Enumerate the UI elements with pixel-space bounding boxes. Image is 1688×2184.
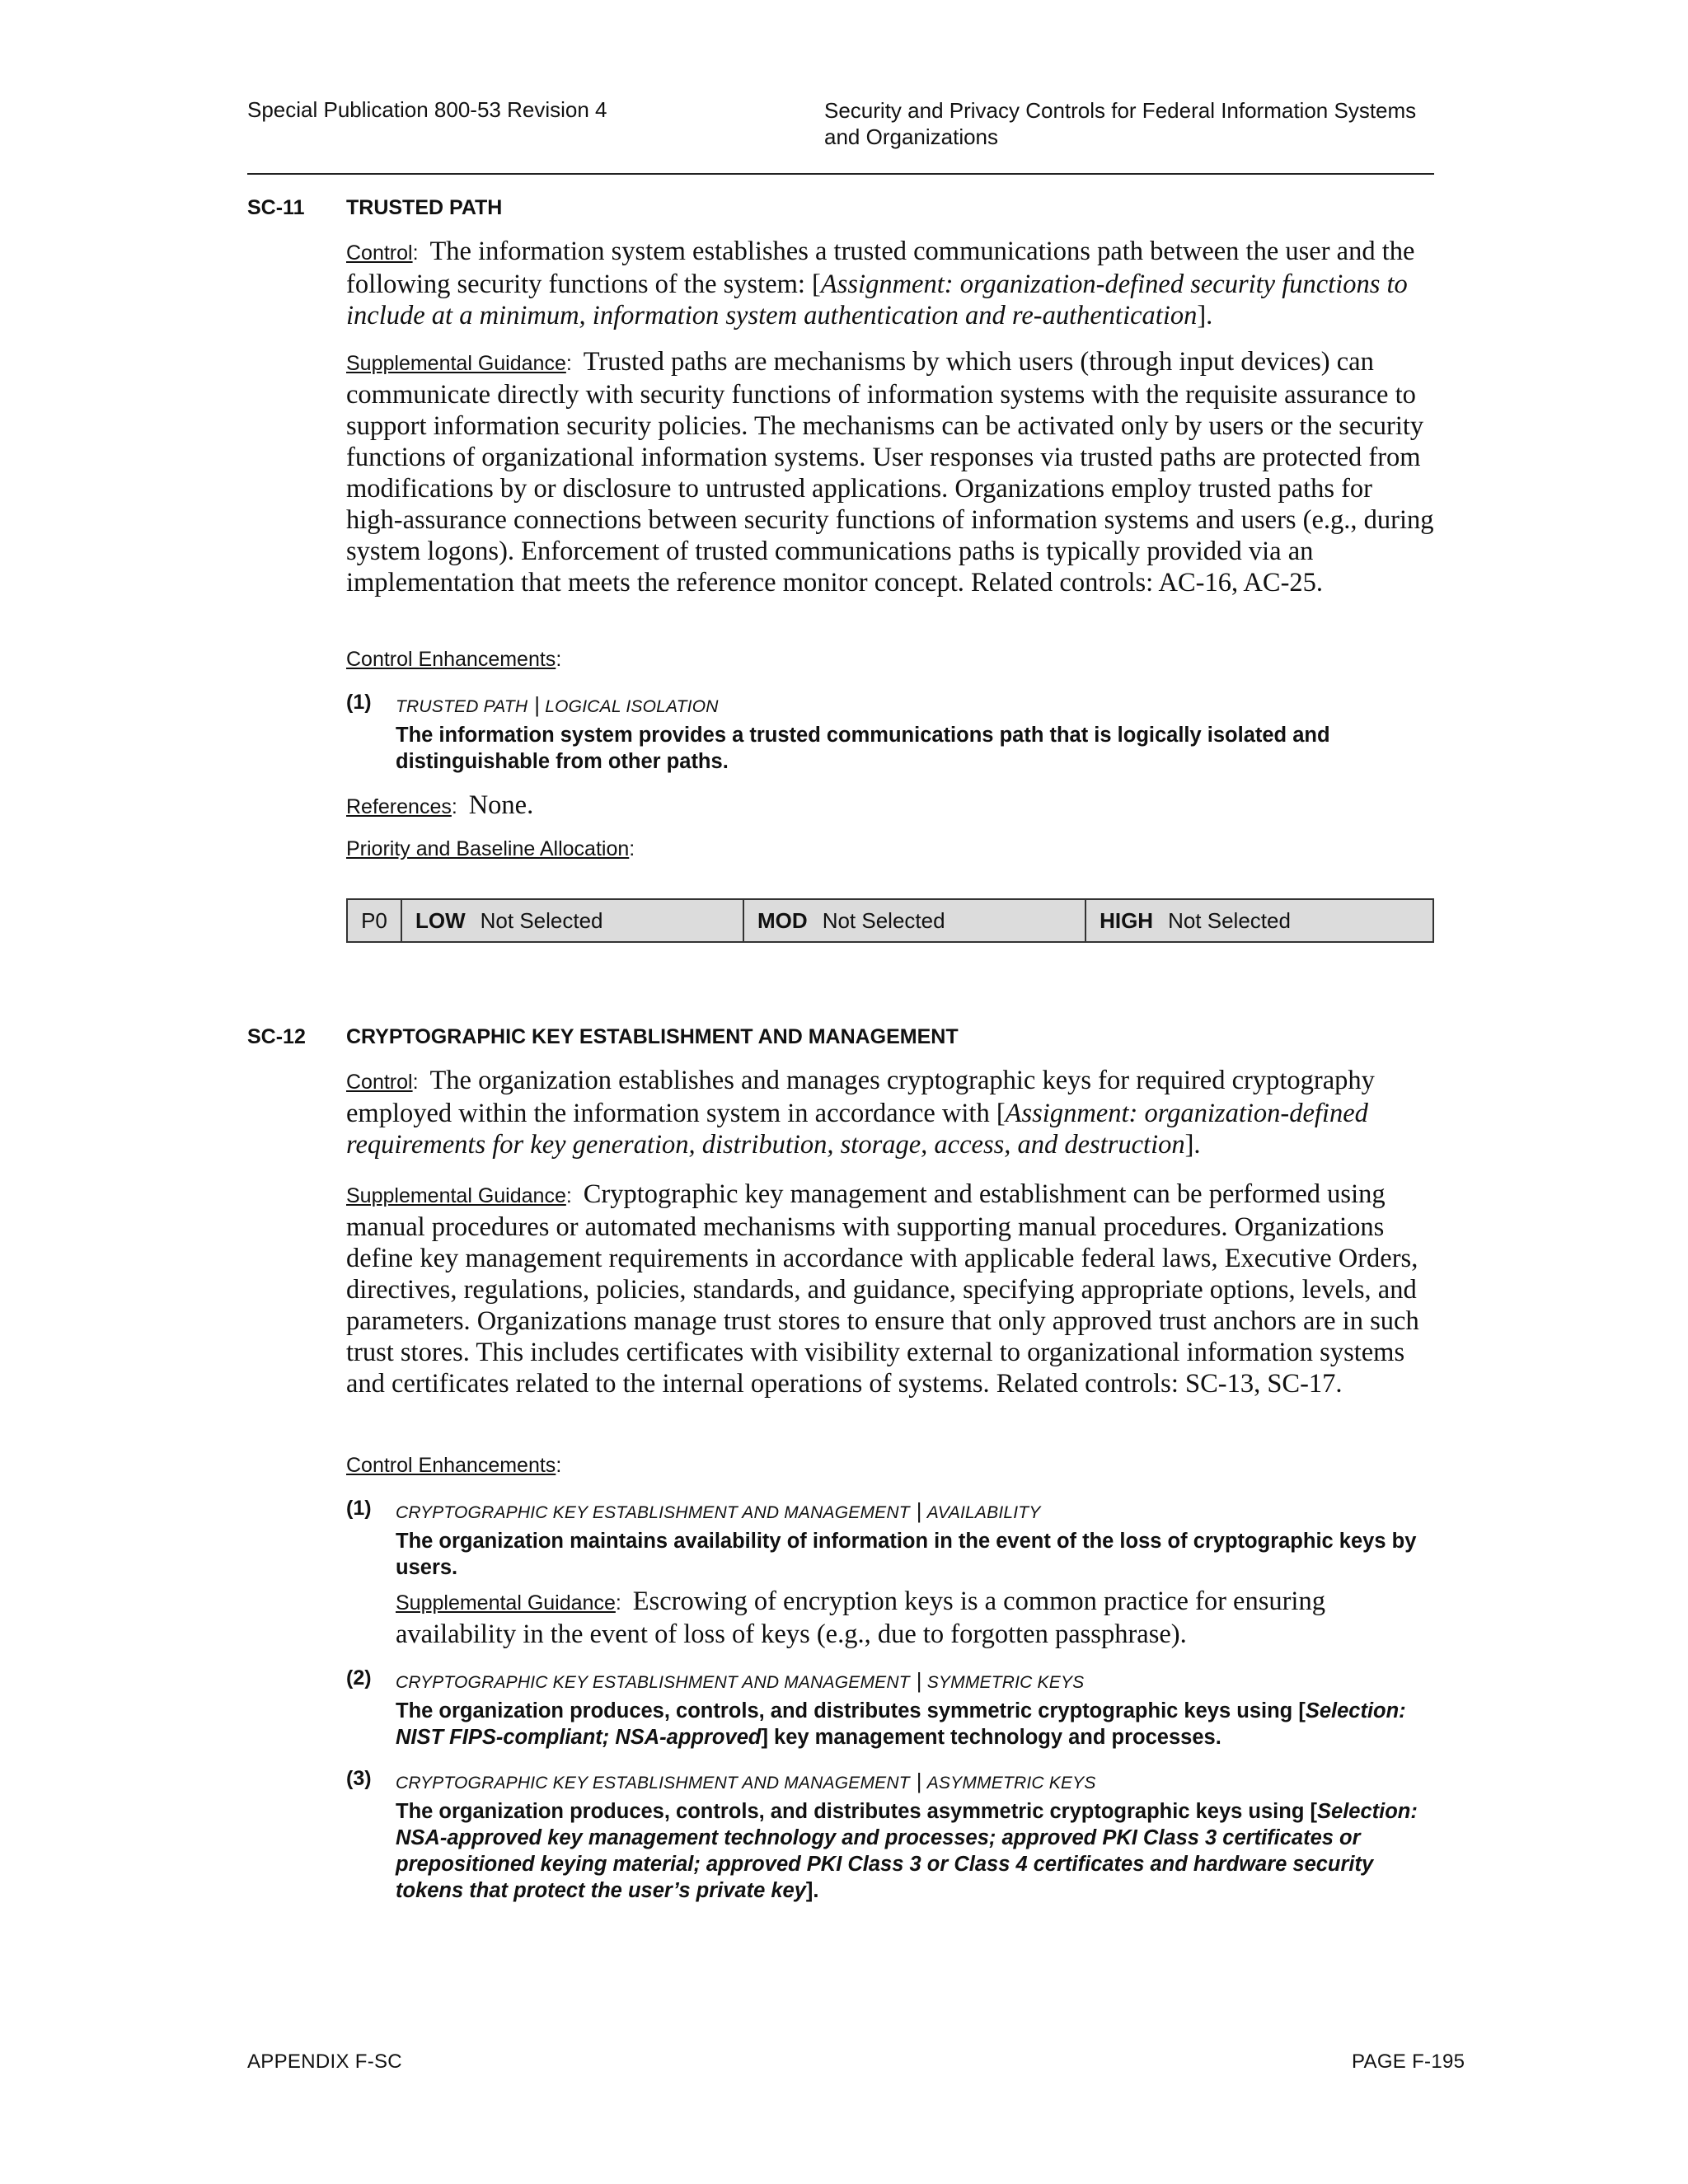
sc12-enh2-body-a: The organization produces, controls, and distributes symmetric cryptographic keys using [ <box>396 1699 1306 1722</box>
sc12-enh3-number: (3) <box>346 1767 372 1790</box>
high-label: HIGH <box>1100 907 1154 933</box>
sc12-enh3-selection: Selection: NSA-approved key management technology and processes; approved PKI Class 3 certificates or prepositioned keying material; approved PKI Class 3 or Class 4 certificates and hardware security tokens that protect the user’s private key <box>396 1800 1418 1902</box>
sc11-supplemental: Supplemental Guidance: Trusted paths are mechanisms by which users (through input devices) can communicate directly with security functions of information systems with the requisite assurance to support information security policies. The mechanisms can be activated only by users or the security functions of organizational information systems. User responses via trusted paths are protected from modifications by or disclosure to untrusted applications. Organizations employ trusted paths for high-assurance connections between security functions of information systems and users (e.g., during system logons). Enforcement of trusted communications paths is typically provided via an implementation that meets the reference monitor concept. Related controls: AC-16, AC-25. <box>346 347 1434 598</box>
low-value: Not Selected <box>480 907 603 933</box>
sc11-enh1-heading: TRUSTED PATH | LOGICAL ISOLATION <box>396 692 719 717</box>
high-value: Not Selected <box>1168 907 1291 933</box>
sc12-enh3-heading: CRYPTOGRAPHIC KEY ESTABLISHMENT AND MANAGEMENT | ASYMMETRIC KEYS <box>396 1769 1096 1793</box>
sc11-title: TRUSTED PATH <box>346 196 503 219</box>
sc12-control-label: Control <box>346 1071 413 1094</box>
sc12-enh1-supplemental: Supplemental Guidance: Escrowing of encryption keys is a common practice for ensuring availability in the event of loss of keys (e.g., due to forgotten passphrase). <box>396 1586 1325 1649</box>
sc11-control-end: ]. <box>1197 301 1213 330</box>
sc12-control-end: ]. <box>1184 1130 1201 1160</box>
footer-page-number: PAGE F-195 <box>1352 2050 1465 2073</box>
sc12-enh1-supp-label: Supplemental Guidance <box>396 1591 616 1615</box>
sc11-enh1-heading-a: TRUSTED PATH <box>396 697 528 716</box>
sc12-id: SC-12 <box>247 1025 306 1048</box>
footer-left: APPENDIX F-SC <box>247 2050 402 2073</box>
priority-cell: P0 <box>347 899 401 942</box>
sc12-enh2-body-b: ] key management technology and processes. <box>761 1726 1221 1749</box>
sc11-enh-label: Control Enhancements <box>346 648 556 671</box>
header-left: Special Publication 800-53 Revision 4 <box>247 97 607 122</box>
sc12-enh-heading: Control Enhancements: <box>346 1454 562 1477</box>
low-label: LOW <box>415 907 466 933</box>
high-baseline-cell <box>1085 899 1433 942</box>
sc12-enh1-heading-a: CRYPTOGRAPHIC KEY ESTABLISHMENT AND MANAGEMENT <box>396 1503 910 1522</box>
header-right: Security and Privacy Controls for Federal Information Systems and Organizations <box>824 98 1417 149</box>
sc12-enh2-selection: Selection: NIST FIPS-compliant; NSA-approved <box>396 1699 1406 1749</box>
mod-value: Not Selected <box>822 907 945 933</box>
sc12-control-assignment: Assignment: organization-defined requirements for key generation, distribution, storage, access, and destruction <box>346 1099 1368 1160</box>
sc11-enh1-number: (1) <box>346 691 372 714</box>
sc11-enh-heading: Control Enhancements: <box>346 648 562 671</box>
sc12-enh1-number: (1) <box>346 1497 372 1520</box>
sc11-control-assignment: Assignment: organization-defined security functions to include at a minimum, information system authentication and re-authentication <box>346 269 1408 330</box>
sc11-ref-text: None. <box>468 790 534 820</box>
header-divider <box>247 173 1434 175</box>
mod-baseline-cell <box>743 899 1085 942</box>
sc12-supp-label: Supplemental Guidance <box>346 1184 566 1207</box>
sc12-enh3-heading-b: ASYMMETRIC KEYS <box>926 1774 1096 1793</box>
sc12-enh-label: Control Enhancements <box>346 1454 556 1477</box>
sc11-control: Control: The information system establishes a trusted communications path between the user and the following security functions of the system: [Assignment: organization-defined security functions to include at a minimum, information system authentication and re-authentication]. <box>346 237 1415 330</box>
sc11-supp-text: Trusted paths are mechanisms by which users (through input devices) can communicate directly with security functions of information systems with the requisite assurance to support information security policies. The mechanisms can be activated only by users or the security functions of organizational information systems. User responses via trusted paths are protected from modifications by or disclosure to untrusted applications. Organizations employ trusted paths for high-assurance connections between security functions of information systems and users (e.g., during system logons). Enforcement of trusted communications paths is typically provided via an implementation that meets the reference monitor concept. Related controls: AC-16, AC-25. <box>346 347 1434 598</box>
sc11-ref-label: References <box>346 795 452 818</box>
sc11-id: SC-11 <box>247 196 305 219</box>
priority-baseline-table <box>346 898 1434 943</box>
sc11-supp-label: Supplemental Guidance <box>346 352 566 375</box>
sc11-priority-heading: Priority and Baseline Allocation: <box>346 837 635 860</box>
sc12-enh1-body: The organization maintains availability of information in the event of the loss of cryptographic keys by users. <box>396 1530 1417 1579</box>
sc12-enh2-number: (2) <box>346 1666 372 1690</box>
sc12-enh3-heading-a: CRYPTOGRAPHIC KEY ESTABLISHMENT AND MANAGEMENT <box>396 1774 910 1793</box>
sc12-enh3-body-a: The organization produces, controls, and distributes asymmetric cryptographic keys using [ <box>396 1800 1317 1823</box>
sc12-control: Control: The organization establishes and manages cryptographic keys for required cryptography employed within the information system in accordance with [Assignment: organization-defined requirements for key generation, distribution, storage, access, and destruction]. <box>346 1066 1375 1160</box>
sc12-enh3-body <box>396 1798 1436 1904</box>
sc12-enh1-supp-text: Escrowing of encryption keys is a common practice for ensuring availability in the event of loss of keys (e.g., due to forgotten passphrase). <box>396 1586 1325 1649</box>
sc12-enh2-heading: CRYPTOGRAPHIC KEY ESTABLISHMENT AND MANAGEMENT | SYMMETRIC KEYS <box>396 1668 1085 1693</box>
sc12-enh2-heading-a: CRYPTOGRAPHIC KEY ESTABLISHMENT AND MANAGEMENT <box>396 1673 910 1692</box>
mod-label: MOD <box>757 907 808 933</box>
sc12-enh2-body <box>396 1698 1436 1750</box>
sc11-enh1-body: The information system provides a trusted communications path that is logically isolated and distinguishable from other paths. <box>396 724 1330 773</box>
priority-row <box>347 899 1433 942</box>
sc12-enh3-body-b: ]. <box>805 1879 819 1902</box>
sc11-enh1-heading-b: LOGICAL ISOLATION <box>545 697 719 716</box>
sc11-pri-label: Priority and Baseline Allocation <box>346 837 630 860</box>
sc12-enh1-heading: CRYPTOGRAPHIC KEY ESTABLISHMENT AND MANAGEMENT | AVAILABILITY <box>396 1498 1041 1523</box>
sc12-control-text: The organization establishes and manages cryptographic keys for required cryptography employed within the information system in accordance with [ <box>346 1066 1375 1128</box>
sc11-control-label: Control <box>346 241 413 265</box>
sc12-enh1-heading-b: AVAILABILITY <box>926 1503 1041 1522</box>
sc12-supp-text: Cryptographic key management and establishment can be performed using manual procedures or automated mechanisms with supporting manual procedures. Organizations define key management requirements in accordance with applicable federal laws, Executive Orders, directives, regulations, policies, standards, and guidance, specifying appropriate options, levels, and parameters. Organizations manage trust stores to ensure that only approved trust anchors are in such trust stores. This includes certificates with visibility external to organizational information systems and certificates related to the internal operations of systems. Related controls: SC-13, SC-17. <box>346 1179 1419 1399</box>
low-baseline-cell <box>401 899 743 942</box>
sc12-supplemental: Supplemental Guidance: Cryptographic key management and establishment can be performed using manual procedures or automated mechanisms with supporting manual procedures. Organizations define key management requirements in accordance with applicable federal laws, Executive Orders, directives, regulations, policies, standards, and guidance, specifying appropriate options, levels, and parameters. Organizations manage trust stores to ensure that only approved trust anchors are in such trust stores. This includes certificates with visibility external to organizational information systems and certificates related to the internal operations of systems. Related controls: SC-13, SC-17. <box>346 1179 1419 1399</box>
sc11-control-text: The information system establishes a trusted communications path between the user and the following security functions of the system: [ <box>346 237 1415 299</box>
sc11-references: References: None. <box>346 790 534 820</box>
sc12-enh2-heading-b: SYMMETRIC KEYS <box>926 1673 1085 1692</box>
sc12-title: CRYPTOGRAPHIC KEY ESTABLISHMENT AND MANAGEMENT <box>346 1025 959 1048</box>
